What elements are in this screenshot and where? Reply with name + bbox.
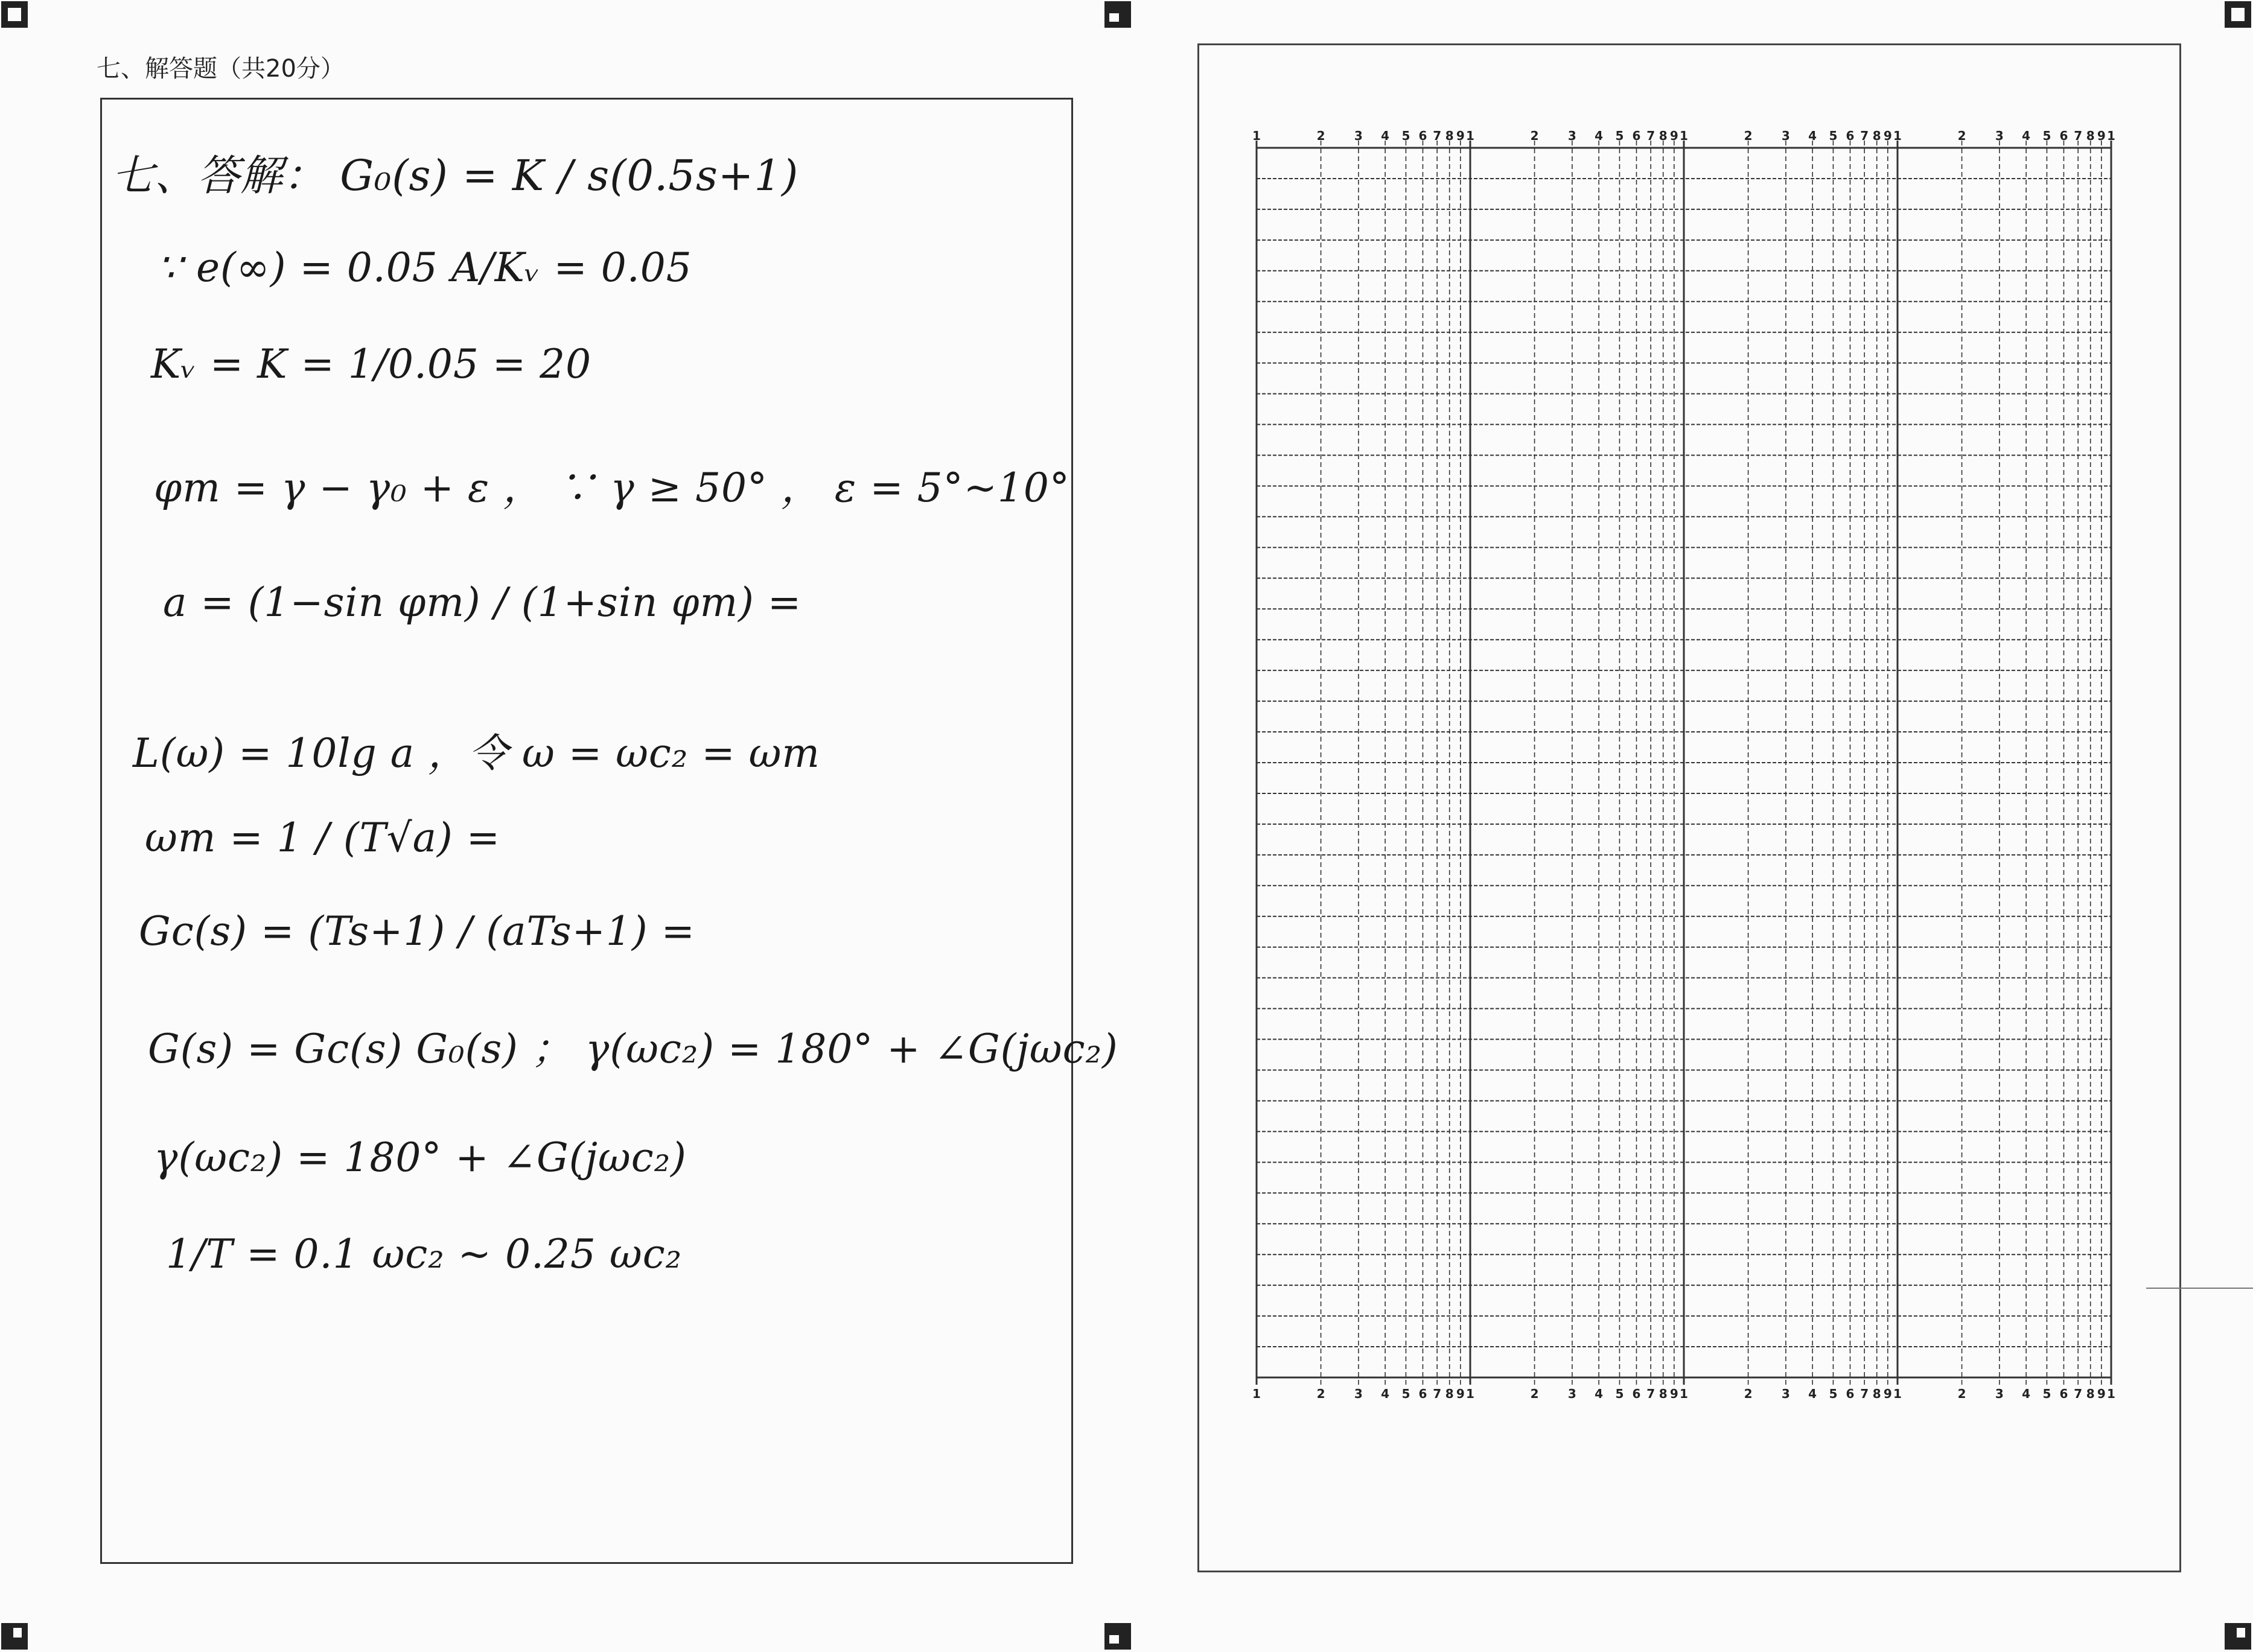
grid-bottom-tick-label: 4 <box>1381 1387 1390 1401</box>
grid-top-tick-label: 1 <box>1680 129 1688 143</box>
grid-bottom-tick-label: 8 <box>1445 1387 1454 1401</box>
grid-bottom-tick-label: 9 <box>1456 1387 1465 1401</box>
grid-top-tick-label: 3 <box>1354 129 1363 143</box>
grid-top-tick-label: 2 <box>1957 129 1966 143</box>
solution-line: φm = γ − γ₀ + ε ， ∵ γ ≥ 50° ， ε = 5°~10° <box>154 465 1070 511</box>
solution-line: γ(ωc₂) = 180° + ∠G(jωc₂) <box>154 1134 687 1181</box>
grid-bottom-tick-label: 2 <box>1744 1387 1753 1401</box>
grid-bottom-tick-label: 1 <box>1893 1387 1902 1401</box>
grid-bottom-tick-label: 5 <box>2042 1387 2051 1401</box>
solution-line: a = (1−sin φm) / (1+sin φm) = <box>163 579 802 626</box>
grid-top-tick-label: 5 <box>2042 129 2051 143</box>
grid-bottom-tick-label: 6 <box>1846 1387 1855 1401</box>
grid-top-tick-label: 8 <box>1872 129 1881 143</box>
grid-bottom-tick-label: 2 <box>1530 1387 1539 1401</box>
grid-top-tick-label: 3 <box>1567 129 1576 143</box>
grid-bottom-tick-label: 1 <box>1680 1387 1688 1401</box>
solution-line: ωm = 1 / (T√a) = <box>145 815 501 861</box>
grid-top-tick-label: 9 <box>1669 129 1678 143</box>
grid-top-tick-label: 4 <box>1595 129 1604 143</box>
grid-top-tick-label: 1 <box>1893 129 1902 143</box>
grid-bottom-tick-label: 6 <box>1418 1387 1427 1401</box>
grid-bottom-tick-label: 3 <box>1995 1387 2004 1401</box>
grid-bottom-tick-label: 3 <box>1567 1387 1576 1401</box>
grid-top-tick-label: 9 <box>2097 129 2106 143</box>
section-title: 七、解答题（共20分） <box>97 55 345 83</box>
grid-bottom-tick-label: 8 <box>2086 1387 2095 1401</box>
grid-top-tick-label: 3 <box>1995 129 2004 143</box>
grid-bottom-tick-label: 2 <box>1957 1387 1966 1401</box>
grid-bottom-tick-label: 7 <box>1646 1387 1655 1401</box>
grid-bottom-tick-label: 8 <box>1872 1387 1881 1401</box>
grid-bottom-tick-label: 5 <box>1615 1387 1624 1401</box>
solution-line: 七、答解： G₀(s) = K / s(0.5s+1) <box>112 151 799 200</box>
grid-top-tick-label: 8 <box>2086 129 2095 143</box>
grid-bottom-tick-label: 7 <box>1433 1387 1442 1401</box>
grid-top-tick-label: 6 <box>2059 129 2068 143</box>
grid-top-tick-label: 2 <box>1744 129 1753 143</box>
grid-top-tick-label: 4 <box>2022 129 2031 143</box>
grid-bottom-tick-label: 3 <box>1781 1387 1790 1401</box>
grid-top-tick-label: 9 <box>1456 129 1465 143</box>
grid-bottom-tick-label: 9 <box>1883 1387 1892 1401</box>
solution-line: Gc(s) = (Ts+1) / (aTs+1) = <box>139 908 695 955</box>
margin-tick <box>2146 1288 2253 1289</box>
grid-bottom-tick-label: 1 <box>1252 1387 1261 1401</box>
solution-line: L(ω) = 10lg a ，令 ω = ωc₂ = ωm <box>133 730 821 777</box>
grid-bottom-tick-label: 7 <box>2074 1387 2083 1401</box>
grid-top-tick-label: 1 <box>2107 129 2115 143</box>
grid-bottom-tick-label: 3 <box>1354 1387 1363 1401</box>
grid-bottom-tick-label: 9 <box>1669 1387 1678 1401</box>
solution-line: Kᵥ = K = 1/0.05 = 20 <box>151 341 592 387</box>
grid-top-tick-label: 7 <box>1433 129 1442 143</box>
grid-top-tick-label: 5 <box>1829 129 1838 143</box>
grid-bottom-tick-label: 1 <box>1466 1387 1474 1401</box>
grid-bottom-tick-label: 4 <box>1808 1387 1817 1401</box>
grid-bottom-tick-label: 1 <box>2107 1387 2115 1401</box>
grid-top-tick-label: 8 <box>1659 129 1668 143</box>
grid-top-tick-label: 2 <box>1530 129 1539 143</box>
grid-top-tick-label: 1 <box>1252 129 1261 143</box>
grid-bottom-tick-label: 4 <box>2022 1387 2031 1401</box>
grid-top-tick-label: 1 <box>1466 129 1474 143</box>
grid-bottom-tick-label: 6 <box>1632 1387 1641 1401</box>
solution-line: G(s) = Gc(s) G₀(s) ； γ(ωc₂) = 180° + ∠G(jωc₂) <box>148 1026 1118 1072</box>
grid-top-tick-label: 6 <box>1846 129 1855 143</box>
grid-top-tick-label: 8 <box>1445 129 1454 143</box>
grid-bottom-tick-label: 9 <box>2097 1387 2106 1401</box>
solution-line: 1/T = 0.1 ωc₂ ~ 0.25 ωc₂ <box>166 1231 683 1277</box>
grid-top-tick-label: 4 <box>1808 129 1817 143</box>
grid-top-tick-label: 6 <box>1418 129 1427 143</box>
grid-bottom-tick-label: 8 <box>1659 1387 1668 1401</box>
grid-top-tick-label: 4 <box>1381 129 1390 143</box>
grid-top-tick-label: 2 <box>1316 129 1325 143</box>
grid-top-tick-label: 9 <box>1883 129 1892 143</box>
grid-top-tick-label: 7 <box>1860 129 1869 143</box>
grid-bottom-tick-label: 2 <box>1316 1387 1325 1401</box>
grid-bottom-tick-label: 5 <box>1401 1387 1410 1401</box>
grid-bottom-tick-label: 4 <box>1595 1387 1604 1401</box>
grid-bottom-tick-label: 5 <box>1829 1387 1838 1401</box>
grid-top-tick-label: 7 <box>2074 129 2083 143</box>
grid-top-tick-label: 7 <box>1646 129 1655 143</box>
grid-top-tick-label: 6 <box>1632 129 1641 143</box>
grid-bottom-tick-label: 6 <box>2059 1387 2068 1401</box>
grid-top-tick-label: 5 <box>1401 129 1410 143</box>
solution-line: ∵ e(∞) = 0.05 A/Kᵥ = 0.05 <box>157 244 692 291</box>
grid-top-tick-label: 3 <box>1781 129 1790 143</box>
grid-top-tick-label: 5 <box>1615 129 1624 143</box>
grid-bottom-tick-label: 7 <box>1860 1387 1869 1401</box>
